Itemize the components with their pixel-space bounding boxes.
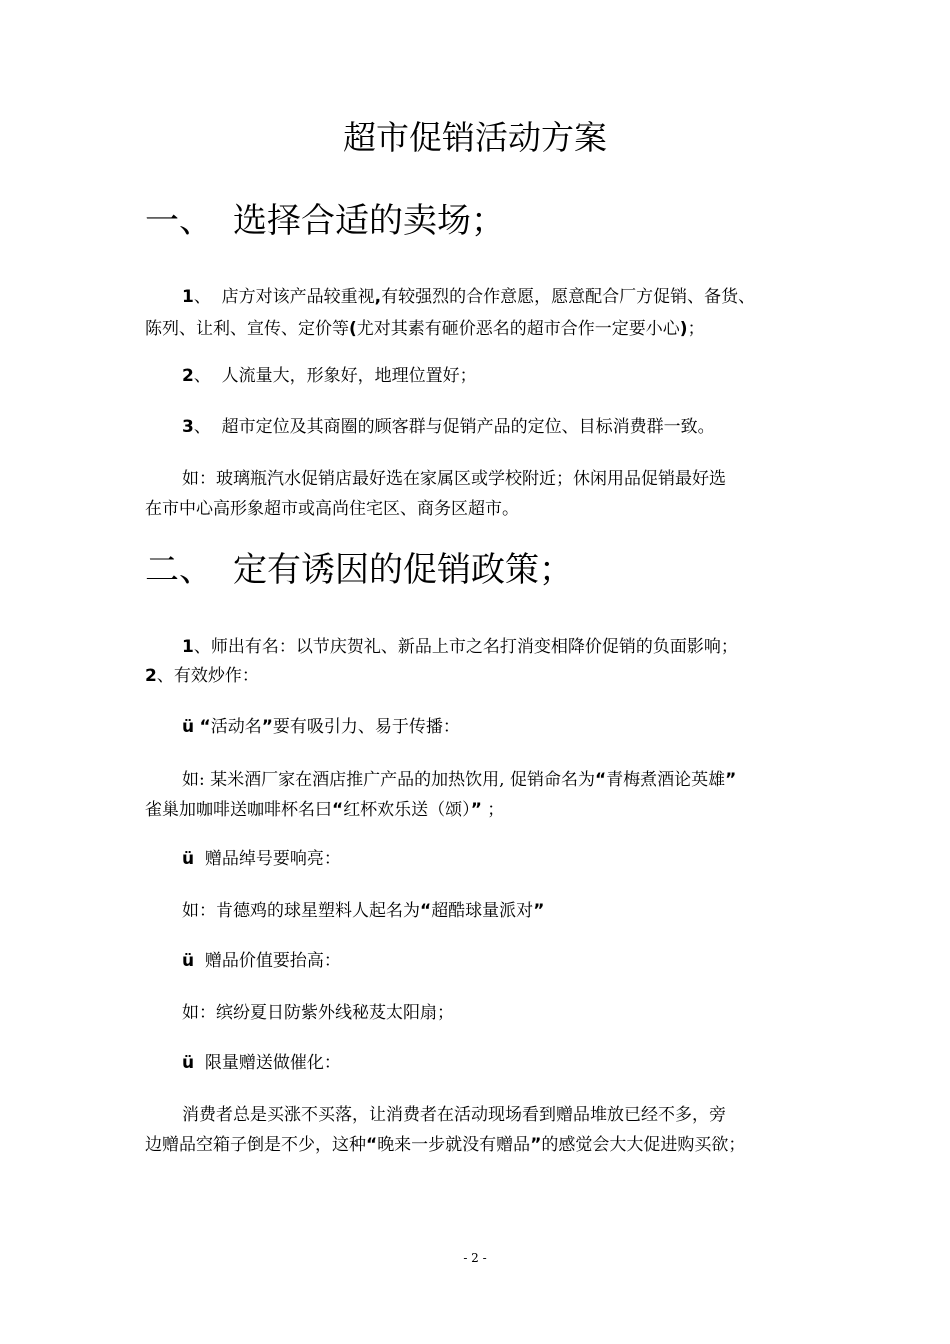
final-text-b: 晚来一步就没有赠品	[377, 1135, 531, 1155]
check-bullet-icon: ü	[182, 717, 195, 737]
bullet-2	[182, 848, 341, 870]
item-2-marker: 2	[182, 366, 194, 386]
bullet-4-text: 限量赠送做催化：	[204, 1053, 341, 1073]
s2-item-2	[145, 665, 259, 687]
s2-item-1-marker: 1	[182, 637, 194, 657]
check-bullet-icon: ü	[182, 849, 195, 869]
item-3-marker: 3	[182, 417, 194, 437]
section-1-title: 选择合适的卖场；	[233, 201, 505, 241]
example-1-line-2: 在市中心高形象超市或高尚住宅区、商务区超市。	[145, 499, 519, 519]
ex2-text-d: 红杯欢乐送（颂）	[343, 800, 471, 820]
quote-close: ”	[261, 717, 273, 737]
final-quote-2: ”	[530, 1135, 542, 1155]
ex2-text-e: ；	[487, 800, 505, 820]
bullet-4	[182, 1052, 341, 1074]
final-quote-1: “	[366, 1135, 378, 1155]
section-2-title: 定有诱因的促销政策；	[233, 550, 573, 590]
bullet-2-text: 赠品绰号要响亮：	[204, 849, 341, 869]
s2-item-2-text: 、有效炒作：	[156, 666, 259, 686]
item-1-line-2	[145, 318, 705, 340]
final-line-1: 消费者总是买涨不买落，让消费者在活动现场看到赠品堆放已经不多，旁	[182, 1105, 726, 1125]
ex2-text-b: 青梅煮酒论英雄	[606, 770, 726, 790]
example-1-line-1: 如：玻璃瓶汽水促销店最好选在家属区或学校附近；休闲用品促销最好选	[182, 469, 726, 489]
example-4: 如：缤纷夏日防紫外线秘芨太阳扇；	[182, 1003, 454, 1023]
final-line-2	[145, 1134, 745, 1156]
ex2-quote-1: “	[594, 770, 607, 790]
bullet-1-quoted: 活动名	[210, 717, 262, 737]
item-1-line-1	[182, 286, 755, 308]
ex2-text-c: 雀巢加咖啡送咖啡杯名曰	[145, 800, 332, 820]
ex2-quote-2: ”	[725, 770, 737, 790]
example-3	[182, 900, 544, 922]
item-1-text-c: 陈列、让利、宣传、定价等	[145, 319, 349, 339]
item-1-text-e: ；	[687, 319, 705, 339]
ex2-quote-3: “	[332, 800, 344, 820]
bullet-3-text: 赠品价值要抬高：	[204, 951, 341, 971]
ex3-text-a: 如：肯德鸡的球星塑料人起名为	[182, 901, 420, 921]
item-1-comma: ,	[374, 287, 382, 307]
bullet-1-text: 要有吸引力、易于传播：	[272, 717, 460, 737]
item-1-sep: 、	[193, 287, 211, 307]
example-2-line-2	[145, 799, 504, 821]
item-3	[182, 416, 715, 438]
item-3-text: 超市定位及其商圈的顾客群与促销产品的定位、目标消费群一致。	[221, 417, 715, 437]
section-1-number: 一、	[145, 201, 213, 241]
ex3-text-b: 超酷球量派对	[431, 901, 534, 921]
item-2-sep: 、	[193, 366, 211, 386]
item-1-text-d: 尤对其素有砸价恶名的超市合作一定要小心	[356, 319, 680, 339]
item-3-sep: 、	[193, 417, 211, 437]
quote-open: “	[199, 717, 211, 737]
final-text-a: 边赠品空箱子倒是不少，这种	[145, 1135, 366, 1155]
s2-item-2-marker: 2	[145, 666, 157, 686]
check-bullet-icon: ü	[182, 951, 195, 971]
section-1-heading	[145, 193, 505, 242]
bullet-3	[182, 950, 341, 972]
check-bullet-icon: ü	[182, 1053, 195, 1073]
item-1-text-b: 有较强烈的合作意愿，愿意配合厂方促销、备货、	[381, 287, 756, 307]
section-2-number: 二、	[145, 550, 213, 590]
item-2	[182, 365, 477, 387]
item-2-text: 人流量大，形象好，地理位置好；	[221, 366, 477, 386]
item-1-text-a: 店方对该产品较重视	[221, 287, 375, 307]
example-2-line-1	[182, 769, 736, 791]
final-text-c: 的感觉会大大促进购买欲；	[541, 1135, 746, 1155]
ex3-quote-2: ”	[533, 901, 545, 921]
bullet-1	[182, 716, 460, 738]
page-title: 超市促销活动方案	[343, 118, 607, 157]
page-number: - 2 -	[463, 1251, 487, 1265]
ex2-text-a: 如: 某米酒厂家在酒店推广产品的加热饮用, 促销命名为	[182, 770, 595, 790]
item-1-paren-close: )	[679, 319, 688, 339]
item-1-marker: 1	[182, 287, 194, 307]
ex3-quote-1: “	[420, 901, 432, 921]
s2-item-1-text: 、师出有名：以节庆贺礼、新品上市之名打消变相降价促销的负面影响；	[193, 637, 738, 657]
ex2-quote-4: ”	[470, 800, 482, 820]
s2-item-1	[182, 636, 738, 658]
item-1-paren-open: (	[349, 319, 357, 339]
section-2-heading	[145, 542, 573, 591]
